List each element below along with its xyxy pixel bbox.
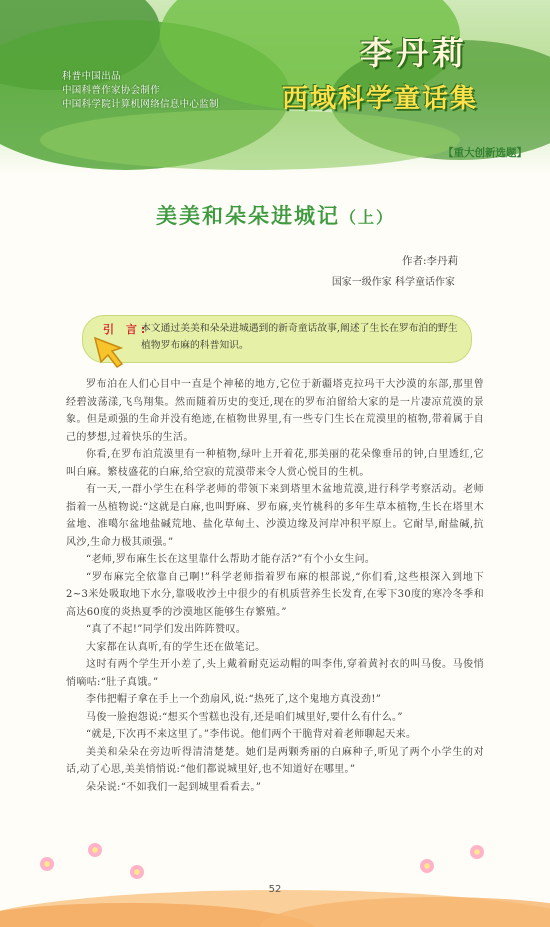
article-paragraph: 马俊一脸抱怨说:“想买个雪糕也没有,还是咱们城里好,要什么有什么。”	[86, 711, 403, 723]
article-body	[66, 376, 484, 796]
flower-icon	[420, 859, 434, 873]
series-author-name: 李丹莉	[360, 34, 469, 72]
page-number: 52	[268, 884, 282, 895]
article-paragraph: 大家都在认真听,有的学生还在做笔记。	[86, 641, 266, 653]
flower-icon	[470, 845, 484, 859]
intro-box	[82, 315, 472, 363]
header-banner	[0, 0, 550, 175]
article-paragraph: 罗布泊在人们心目中一直是个神秘的地方,它位于新疆塔克拉玛干大沙漠的东部,那里曾经碧波荡漾,飞鸟翔集。然而随着历史的变迁,现在的罗布泊留给大家的是一片凄凉荒漠的景象。但是顽强的生命并没有绝迹,在植物世界里,有一些专门生长在荒漠里的植物,带着属于自己的梦想,过着快乐的生活。	[66, 379, 484, 443]
article-paragraph: 美美和朵朵在旁边听得清清楚楚。她们是两颗秀丽的白麻种子,听见了两个小学生的对话,动了心思,美美悄悄说:“他们都说城里好,也不知道好在哪里。”	[66, 746, 484, 775]
foliage-decoration	[40, 110, 460, 170]
pointer-arrow-icon	[91, 334, 131, 370]
article-paragraph: 你看,在罗布泊荒漠里有一种植物,绿叶上开着花,那美丽的花朵像垂吊的钟,白里透红,它叫白麻。繁枝盛花的白麻,给空寂的荒漠带来令人赏心悦目的生机。	[66, 449, 484, 478]
article-paragraph: 这时有两个学生开小差了,头上戴着耐克运动帽的叫李伟,穿着黄衬衣的叫马俊。马俊悄悄嘀咕:“肚子真饿。”	[66, 659, 484, 688]
article-paragraph: “真了不起!”同学们发出阵阵赞叹。	[86, 624, 247, 635]
article-title	[0, 200, 550, 230]
topic-badge: 【重大创新选题】	[443, 147, 527, 159]
producer-line: 中国科普作家协会制作	[62, 85, 161, 96]
article-title-part: （上）	[339, 208, 394, 227]
article-paragraph: 朵朵说:“不如我们一起到城里看看去。”	[86, 781, 262, 793]
article-paragraph: “老师,罗布麻生长在这里靠什么帮助才能存活?”有个小女生问。	[86, 554, 376, 565]
article-paragraph: 有一天,一群小学生在科学老师的带领下来到塔里木盆地荒漠,进行科学考察活动。老师指着一丛植物说:“这就是白麻,也叫野麻、罗布麻,夹竹桃科的多年生草本植物,生长在塔里木盆地、准噶尔盆地盐碱荒地、盐化草甸土、沙漠边缘及河岸冲积平原上。它耐旱,耐盐碱,抗风沙,生命力极其顽强。”	[66, 484, 484, 548]
author-description: 国家一级作家 科学童话作家	[331, 277, 455, 288]
bottom-decoration	[0, 835, 550, 927]
author-line: 作者:李丹莉	[401, 255, 458, 267]
article-paragraph: “罗布麻完全依靠自己啊!”科学老师指着罗布麻的根部说,“你们看,这些根深入到地下2~3米处吸取地下水分,靠吸收沙土中很少的有机质营养生长发育,在零下30度的寒冷冬季和高达60度的炎热夏季的沙漠地区能够生存繁殖。”	[66, 571, 484, 618]
article-paragraph: 李伟把帽子拿在手上一个劲扇风,说:“热死了,这个鬼地方真没劲!”	[86, 694, 382, 705]
supervisor-line: 中国科学院计算机网络信息中心监制	[62, 99, 219, 110]
flower-icon	[88, 843, 102, 857]
publisher-line: 科普中国出品	[62, 71, 121, 82]
article-title-main: 美美和朵朵进城记	[155, 204, 340, 228]
series-title: 西域科学童话集	[282, 84, 479, 114]
intro-text: 本文通过美美和朵朵进城遇到的新奇童话故事,阐述了生长在罗布泊的野生植物罗布麻的科普知识。	[141, 323, 458, 351]
article-paragraph: “就是,下次再不来这里了。”李伟说。他们两个干脆背对着老师聊起天来。	[86, 729, 417, 740]
flower-icon	[130, 865, 144, 879]
flower-icon	[40, 857, 54, 871]
intro-label: 引 言:	[103, 323, 150, 336]
